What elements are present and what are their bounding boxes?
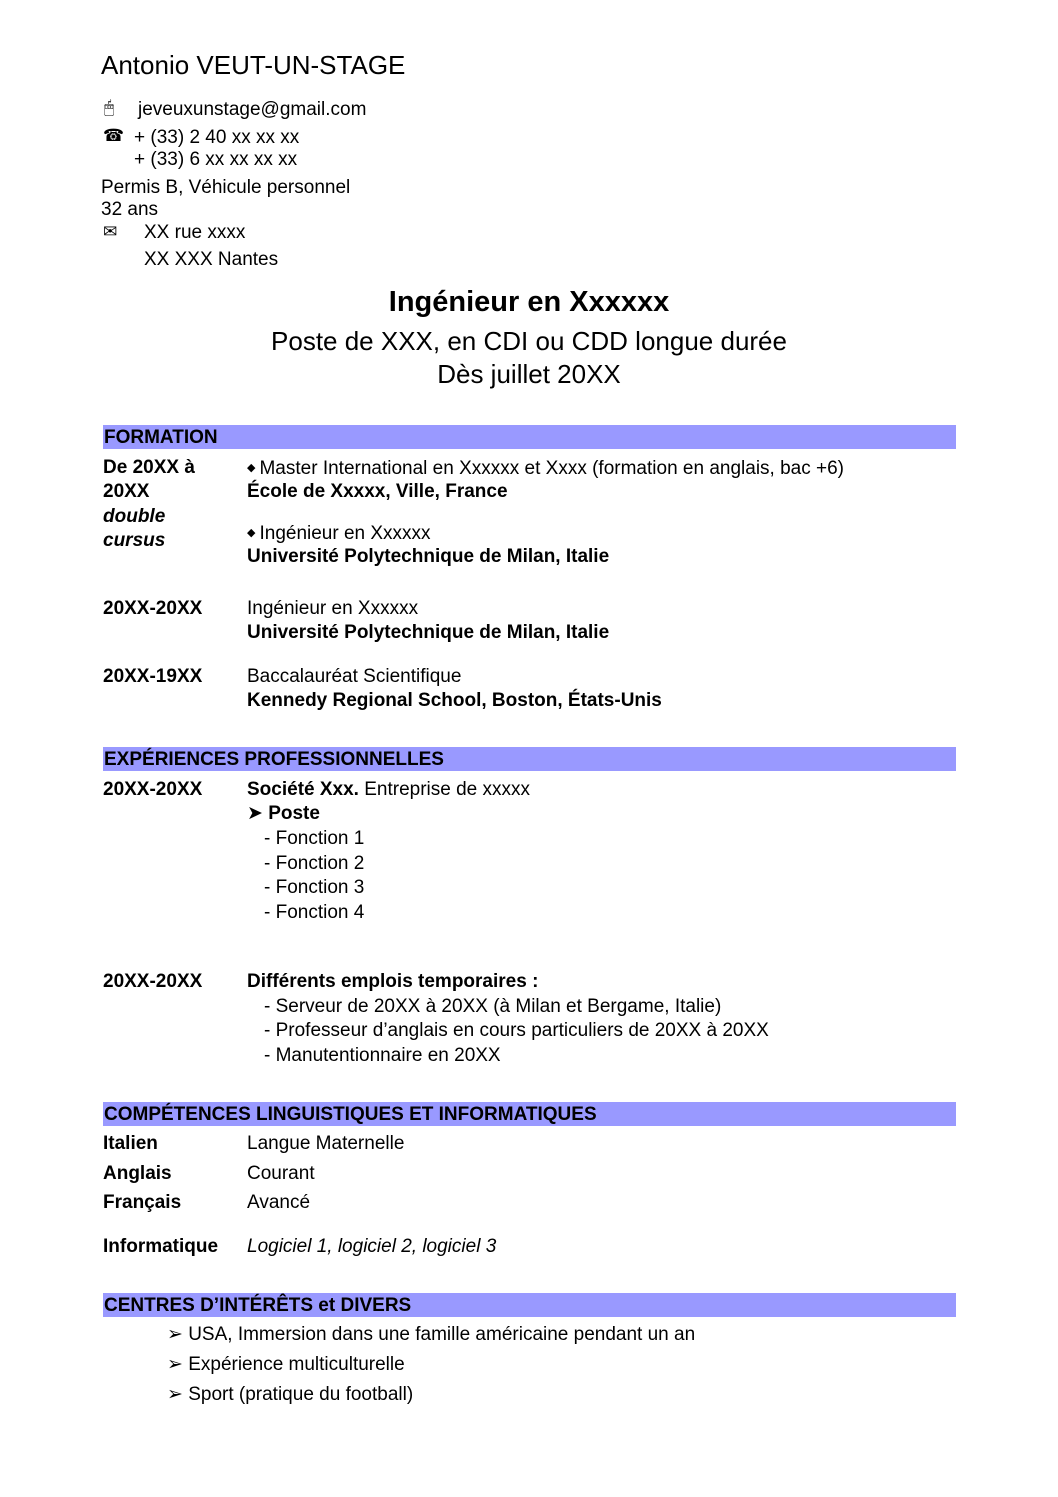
formation-school-3: Kennedy Regional School, Boston, États-Unis bbox=[247, 690, 662, 711]
telephone-icon: ☎ bbox=[103, 126, 125, 145]
email-text: jeveuxunstage@gmail.com bbox=[138, 99, 367, 120]
formation-degree-3: Baccalauréat Scientifique bbox=[247, 666, 462, 687]
phone-mobile: + (33) 6 xx xx xx xx bbox=[134, 149, 298, 170]
interest-item: ➢ Expérience multiculturelle bbox=[167, 1354, 405, 1375]
job-2-task: - Manutentionnaire en 20XX bbox=[264, 1045, 501, 1066]
section-experience-heading: EXPÉRIENCES PROFESSIONNELLES bbox=[103, 747, 956, 771]
address-line-2: XX XXX Nantes bbox=[144, 249, 279, 270]
language-name: Français bbox=[103, 1192, 182, 1213]
section-formation-heading: FORMATION bbox=[103, 425, 956, 449]
job-2-title: Différents emplois temporaires : bbox=[247, 971, 539, 992]
position-sought: Poste de XXX, en CDI ou CDD longue durée bbox=[271, 326, 787, 356]
section-interests-heading: CENTRES D’INTÉRÊTS et DIVERS bbox=[103, 1293, 956, 1317]
it-label: Informatique bbox=[103, 1236, 219, 1257]
job-1-task: - Fonction 2 bbox=[264, 853, 365, 874]
language-level: Langue Maternelle bbox=[247, 1133, 405, 1154]
formation-degree-1b: ◆ Ingénieur en Xxxxxx bbox=[247, 523, 431, 544]
formation-date-1b: 20XX bbox=[103, 481, 150, 502]
job-1-task: - Fonction 1 bbox=[264, 828, 365, 849]
job-1-task: - Fonction 3 bbox=[264, 877, 365, 898]
arrow-bullet-icon: ➢ bbox=[167, 1384, 189, 1405]
formation-school-1b: Université Polytechnique de Milan, Italie bbox=[247, 546, 610, 567]
mouse-icon: 🖱︎ bbox=[104, 98, 115, 117]
section-skills-heading: COMPÉTENCES LINGUISTIQUES ET INFORMATIQUES bbox=[103, 1102, 956, 1126]
formation-school-1: École de Xxxxx, Ville, France bbox=[247, 481, 508, 502]
job-1-date: 20XX-20XX bbox=[103, 779, 203, 800]
job-2-date: 20XX-20XX bbox=[103, 971, 203, 992]
candidate-name: Antonio VEUT-UN-STAGE bbox=[101, 50, 406, 80]
interest-item: ➢ USA, Immersion dans une famille américaine pendant un an bbox=[167, 1324, 696, 1345]
formation-date-1a: De 20XX à bbox=[103, 457, 195, 478]
language-name: Anglais bbox=[103, 1163, 172, 1184]
formation-degree-1: ◆ Master International en Xxxxxx et Xxxx (formation en anglais, bac +6) bbox=[247, 458, 844, 479]
arrow-bullet-icon: ➢ bbox=[167, 1324, 189, 1345]
address-line-1: XX rue xxxx bbox=[144, 222, 246, 243]
it-value: Logiciel 1, logiciel 2, logiciel 3 bbox=[247, 1236, 497, 1257]
availability: Dès juillet 20XX bbox=[437, 359, 621, 389]
job-2-task: - Serveur de 20XX à 20XX (à Milan et Bergame, Italie) bbox=[264, 996, 722, 1017]
formation-school-2: Université Polytechnique de Milan, Italie bbox=[247, 622, 610, 643]
formation-date-2: 20XX-20XX bbox=[103, 598, 203, 619]
diamond-bullet-icon: ◆ bbox=[247, 527, 256, 539]
age: 32 ans bbox=[101, 199, 159, 220]
diamond-bullet-icon: ◆ bbox=[247, 462, 256, 474]
job-title: Ingénieur en Xxxxxx bbox=[388, 286, 670, 318]
envelope-icon: ✉ bbox=[103, 222, 118, 241]
arrow-bullet-icon: ➢ bbox=[167, 1354, 189, 1375]
job-1-task: - Fonction 4 bbox=[264, 902, 365, 923]
formation-degree-2: Ingénieur en Xxxxxx bbox=[247, 598, 419, 619]
language-level: Courant bbox=[247, 1163, 315, 1184]
job-1-company: Société Xxx. Entreprise de xxxxx bbox=[247, 779, 531, 800]
phone-landline: + (33) 2 40 xx xx xx bbox=[134, 127, 300, 148]
language-name: Italien bbox=[103, 1133, 158, 1154]
language-level: Avancé bbox=[247, 1192, 311, 1213]
formation-note-1b: cursus bbox=[103, 530, 166, 551]
driving-licence: Permis B, Véhicule personnel bbox=[101, 177, 351, 198]
formation-note-1a: double bbox=[103, 506, 166, 527]
job-2-task: - Professeur d’anglais en cours particuliers de 20XX à 20XX bbox=[264, 1020, 769, 1041]
job-1-role: ➤ Poste bbox=[247, 803, 320, 824]
interest-item: ➢ Sport (pratique du football) bbox=[167, 1384, 414, 1405]
arrow-bullet-icon: ➤ bbox=[247, 803, 269, 824]
formation-date-3: 20XX-19XX bbox=[103, 666, 203, 687]
